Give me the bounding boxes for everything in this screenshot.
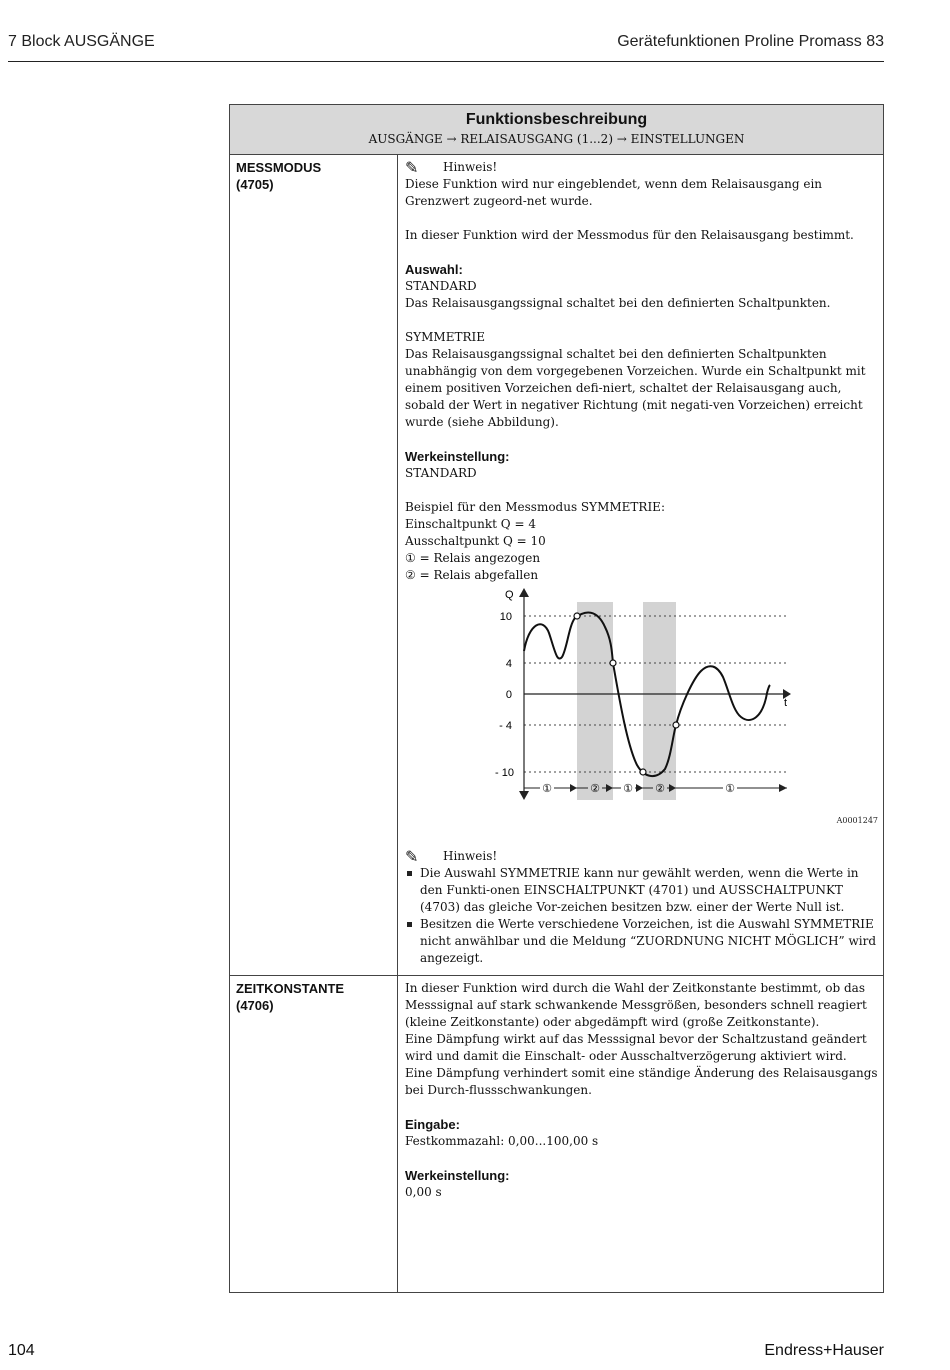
table-header [230,105,883,155]
switch-point [610,660,616,666]
pencil-icon: ✎ [405,158,419,177]
bullet-item: Besitzen die Werte verschiedene Vorzeichen, ist die Auswahl SYMMETRIE nicht anwählbar und die Meldung “ZUORDNUNG NICHT MÖGLICH” wird angezeigt. [405,916,879,967]
desc-paragraph: Eine Dämpfung verhindert somit eine ständige Änderung des Relaisausgangs bei Durch-flussschwankungen. [405,1066,878,1097]
header-rule [8,61,884,62]
eingabe-value: Festkommazahl: 0,00...100,00 s [405,1134,599,1148]
table-title: Funktionsbeschreibung [465,111,648,128]
note-heading-2 [405,848,879,865]
switch-point [574,613,580,619]
example-on: Einschaltpunkt Q = 4 [405,517,536,531]
auswahl-label: Auswahl: [405,262,463,277]
x-axis-label: t [784,697,788,709]
function-name-cell [230,155,398,975]
tick-4: 4 [505,658,512,670]
switch-point [640,769,646,775]
function-description [405,980,879,1201]
tick-minus-4: - 4 [499,720,512,732]
werk-value: 0,00 s [405,1185,442,1199]
intro-text: In dieser Funktion wird der Messmodus für den Relaisausgang bestimmt. [405,228,854,242]
legend-2: ② = Relais abgefallen [405,568,539,582]
state-label: ① [623,782,633,795]
legend-1: ① = Relais angezogen [405,551,541,565]
symmetrie-diagram [405,585,879,847]
state-label: ① [542,782,552,795]
example-title: Beispiel für den Messmodus SYMMETRIE: [405,500,665,514]
function-code: (4705) [236,177,274,192]
option-standard: STANDARD [405,279,477,293]
function-name: MESSMODUS [236,160,322,175]
switch-point [673,722,679,728]
note-label-2: Hinweis! [443,849,498,863]
werk-label: Werkeinstellung: [405,449,510,464]
desc-paragraph: Eine Dämpfung wirkt auf das Messsignal bevor der Schaltzustand geändert wird und damit die Einschalt- oder Ausschaltverzögerung aktiviert wird. [405,1032,867,1063]
option-symmetrie: SYMMETRIE [405,330,486,344]
state-label: ② [590,782,600,795]
state-label: ② [655,782,665,795]
figure-area [405,584,879,848]
figure-id: A0001247 [836,816,878,825]
brand-name: Endress+Hauser [764,1342,884,1359]
function-table [229,104,884,1293]
row-zeitkonstante [230,976,883,1292]
bullet-item: Die Auswahl SYMMETRIE kann nur gewählt werden, wenn die Werte in den Funkti-onen EINSCHALTPUNKT (4701) und AUSSCHALTPUNKT (4703) das gleiche Vor-zeichen besitzen bzw. einer der Werte Null ist. [405,865,879,916]
page-number: 104 [8,1342,35,1359]
document-title: Gerätefunktionen Proline Promass 83 [617,33,884,50]
y-axis-label: Q [505,589,514,601]
chapter-header: 7 Block AUSGÄNGE [8,33,155,50]
row-messmodus [230,155,883,976]
werk-value: STANDARD [405,466,477,480]
eingabe-label: Eingabe: [405,1117,460,1132]
werk-label: Werkeinstellung: [405,1168,510,1183]
state-label: ① [725,782,735,795]
function-name: ZEITKONSTANTE [236,981,345,996]
tick-minus-10: - 10 [495,767,514,779]
option-symmetrie-desc: Das Relaisausgangssignal schaltet bei den definierten Schaltpunkten unabhängig von dem vorgegebenen Vorzeichen. Wurde ein Schaltpunkt mit einem positiven Vorzeichen defi-niert, schaltet der Relaisausgang auch, sobald der Wert in negativer Richtung (mit negati-ven Vorzeichen) erreicht wurde (siehe Abbildung). [405,347,866,429]
note-label: Hinweis! [443,160,498,174]
menu-path: AUSGÄNGE → RELAISAUSGANG (1...2) → EINSTELLUNGEN [368,132,745,146]
tick-10: 10 [499,611,512,623]
pencil-icon: ✎ [405,847,419,866]
note-text: Diese Funktion wird nur eingeblendet, wenn dem Relaisausgang ein Grenzwert zugeord-net wurde. [405,177,823,208]
note-bullets [405,865,879,967]
option-standard-desc: Das Relaisausgangssignal schaltet bei den definierten Schaltpunkten. [405,296,831,310]
desc-paragraph: In dieser Funktion wird durch die Wahl der Zeitkonstante bestimmt, ob das Messsignal auf stark schwankende Messgrößen, besonders schnell reagiert (kleine Zeitkonstante) oder abgedämpft wird (große Zeitkonstante). [405,981,867,1029]
function-description [405,159,879,967]
function-name-cell [230,976,398,1292]
shade-zone-2 [643,602,676,800]
example-off: Ausschaltpunkt Q = 10 [405,534,546,548]
function-code: (4706) [236,998,274,1013]
tick-0: 0 [505,689,512,701]
note-heading [405,159,879,176]
